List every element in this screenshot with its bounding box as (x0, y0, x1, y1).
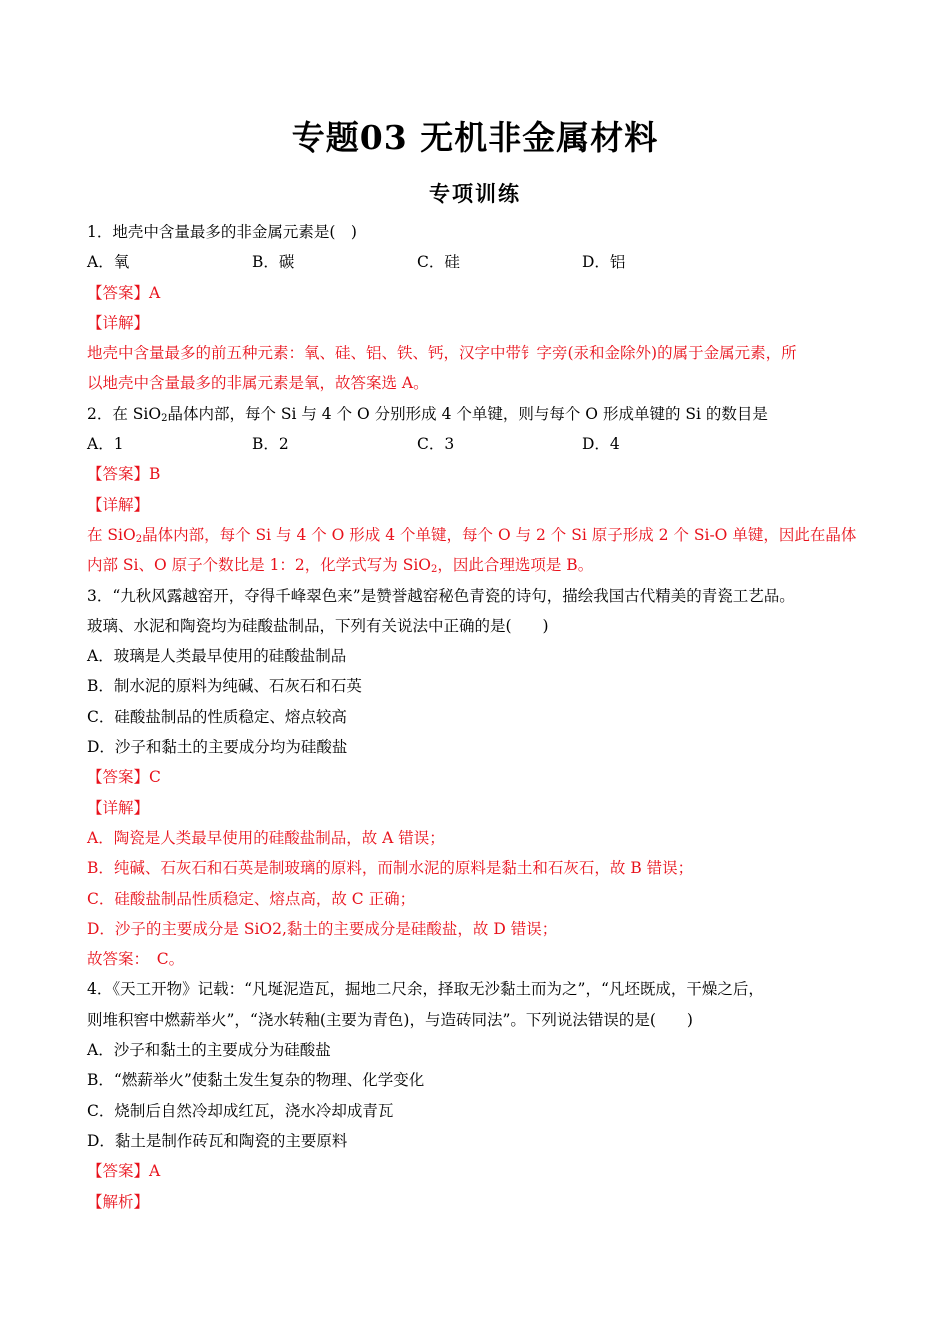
text-part: ，因此合理选项是 B。 (437, 556, 594, 575)
question-3-explanation-line: B．纯碱、石灰石和石英是制玻璃的原料，而制水泥的原料是黏土和石灰石，故 B 错误； (87, 859, 694, 878)
page-subtitle: 专项训练 (429, 181, 521, 206)
question-4-stem-line: 则堆积窖中燃薪举火”，“浇水转釉(主要为青色)，与造砖同法”。下列说法错误的是( ) (87, 1010, 693, 1029)
subscript: 2 (161, 412, 168, 424)
stem-part: 2．在 SiO (87, 404, 162, 423)
option-d: D．4 (582, 435, 620, 454)
option-c: C．3 (417, 435, 455, 454)
option-c: C．硅酸盐制品的性质稳定、熔点较高 (87, 707, 347, 726)
question-1-explanation-line: 以地壳中含量最多的非属元素是氧，故答案选 A。 (87, 374, 429, 393)
option-d: D．黏土是制作砖瓦和陶瓷的主要原料 (87, 1131, 348, 1150)
question-3-answer: 【答案】C (87, 768, 161, 787)
page-title: 专题03 无机非金属材料 (291, 118, 659, 157)
question-2-answer: 【答案】B (87, 465, 161, 484)
question-2-stem (87, 399, 867, 429)
question-3-detail-label: 【详解】 (87, 798, 150, 817)
question-1-options (87, 247, 867, 277)
option-b: B．碳 (252, 253, 295, 272)
question-2-explanation-line (87, 550, 867, 580)
question-list (87, 217, 867, 1217)
option-d: D．铝 (582, 253, 626, 272)
question-3-stem-line: 3．“九秋风露越窑开，夺得千峰翠色来”是赞誉越窑秘色青瓷的诗句，描绘我国古代精美的青瓷工艺品。 (87, 586, 795, 605)
subscript: 2 (135, 533, 143, 545)
option-a: A．沙子和黏土的主要成分为硅酸盐 (87, 1041, 331, 1060)
stem-part: 晶体内部，每个 Si 与 4 个 O 分别形成 4 个单键，则与每个 O 形成单键的 Si 的数目是 (167, 404, 768, 423)
option-b: B．“燃薪举火”使黏土发生复杂的物理、化学变化 (87, 1071, 425, 1090)
question-2-explanation-line (87, 520, 867, 550)
option-c: C．烧制后自然冷却成红瓦，浇水冷却成青瓦 (87, 1101, 394, 1120)
question-4-answer: 【答案】A (87, 1162, 161, 1181)
text-part: 晶体内部，每个 Si 与 4 个 O 形成 4 个单键，每个 O 与 2 个 Si 原子形成 2 个 Si-O 单键，因此在晶体 (142, 525, 857, 544)
question-3-explanation-line: 故答案： C。 (87, 950, 185, 969)
option-b: B．制水泥的原料为纯碱、石灰石和石英 (87, 677, 362, 696)
option-a: A．1 (87, 435, 124, 454)
question-2-options (87, 429, 867, 459)
question-1-stem: 1．地壳中含量最多的非金属元素是( ) (87, 223, 357, 241)
question-1-explanation-line: 地壳中含量最多的前五种元素：氧、硅、铝、铁、钙，汉字中带钅字旁(汞和金除外)的属于金属元素，所 (87, 344, 797, 363)
option-a: A．氧 (87, 253, 130, 272)
question-3-stem-line: 玻璃、水泥和陶瓷均为硅酸盐制品，下列有关说法中正确的是( ) (87, 616, 549, 635)
text-part: 内部 Si、O 原子个数比是 1：2，化学式写为 SiO (87, 556, 431, 575)
option-d: D．沙子和黏土的主要成分均为硅酸盐 (87, 738, 348, 757)
question-1-detail-label: 【详解】 (87, 313, 150, 332)
option-c: C．硅 (417, 253, 460, 272)
question-1-answer: 【答案】A (87, 283, 161, 302)
option-b: B．2 (252, 435, 289, 454)
subscript: 2 (431, 564, 438, 576)
text-part: 在 SiO (87, 525, 136, 544)
question-2-detail-label: 【详解】 (87, 495, 150, 514)
question-4-analysis-label: 【解析】 (87, 1192, 150, 1211)
option-a: A．玻璃是人类最早使用的硅酸盐制品 (87, 647, 347, 666)
question-4-stem-line: 4．《天工开物》记载：“凡埏泥造瓦，掘地二尺余，择取无沙黏土而为之”，“凡坯既成，干燥之后， (87, 980, 764, 999)
question-3-explanation-line: A．陶瓷是人类最早使用的硅酸盐制品，故 A 错误； (87, 828, 445, 847)
question-3-explanation-line: C．硅酸盐制品性质稳定、熔点高，故 C 正确； (87, 889, 416, 908)
question-3-explanation-line: D．沙子的主要成分是 SiO2,黏土的主要成分是硅酸盐，故 D 错误； (87, 919, 558, 938)
